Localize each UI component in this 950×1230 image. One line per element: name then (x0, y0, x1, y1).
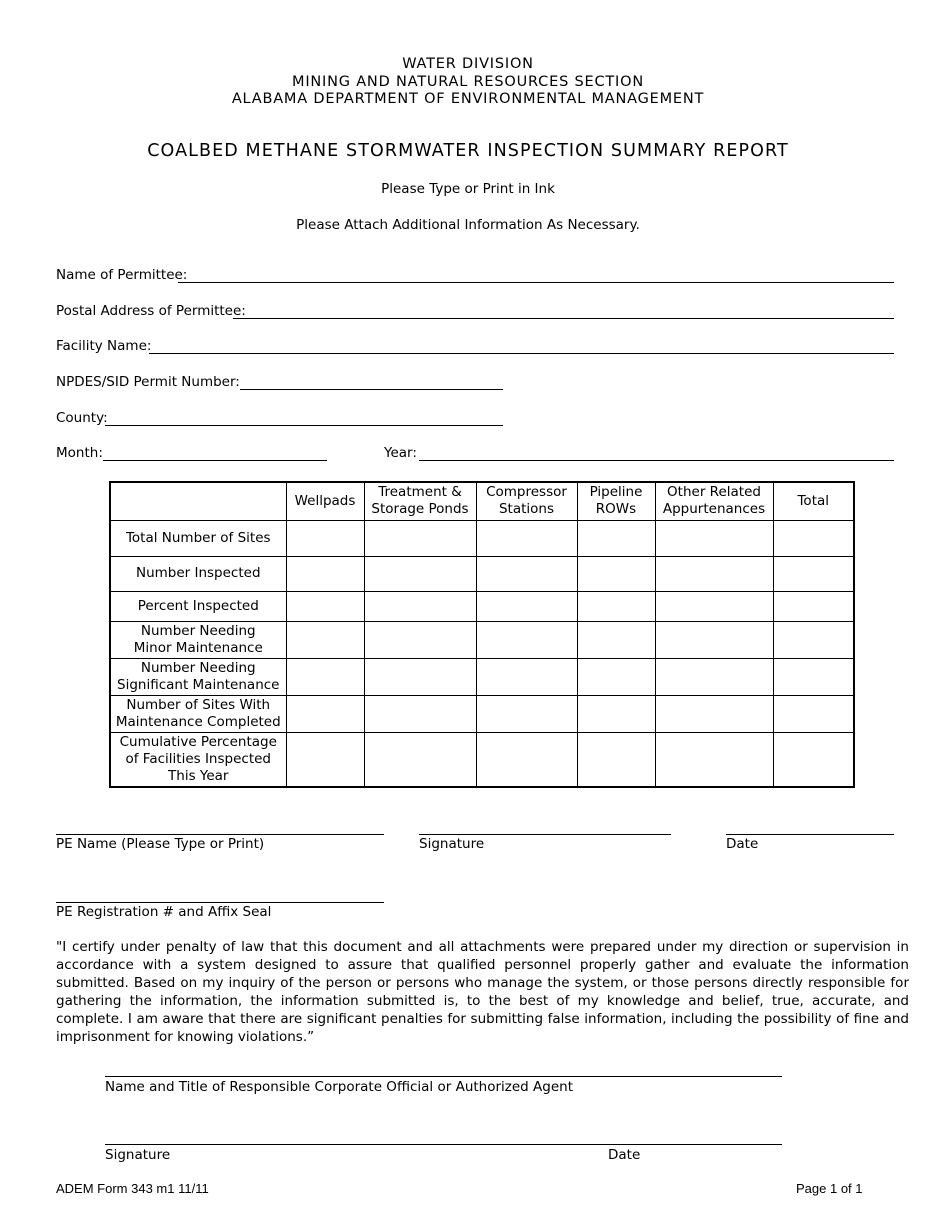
column-header (773, 482, 854, 520)
table-cell[interactable] (773, 621, 854, 658)
table-cell[interactable] (286, 520, 364, 556)
column-header-text: Other Related (667, 484, 761, 501)
row-label-text: Total Number of Sites (125, 529, 271, 546)
pe-signature-label: Signature (419, 836, 485, 852)
table-cell[interactable] (655, 520, 773, 556)
inspection-summary-table (109, 481, 855, 788)
table-cell[interactable] (476, 695, 577, 732)
column-header-text: Storage Ponds (371, 501, 469, 518)
row-label-text: Maintenance Completed (115, 713, 281, 730)
column-header (577, 482, 655, 520)
year-label: Year: (384, 445, 417, 461)
row-label (110, 591, 286, 621)
table-cell[interactable] (655, 695, 773, 732)
pe-date-line[interactable] (726, 834, 894, 835)
column-header-text: Stations (498, 501, 555, 518)
pe-name-label: PE Name (Please Type or Print) (56, 836, 265, 852)
column-header (655, 482, 773, 520)
table-cell[interactable] (773, 658, 854, 695)
table-cell[interactable] (773, 520, 854, 556)
table-cell[interactable] (364, 695, 476, 732)
permittee-name-label: Name of Permittee: (56, 267, 188, 283)
table-row (110, 732, 854, 787)
table-cell[interactable] (364, 732, 476, 787)
row-label (110, 732, 286, 787)
column-header (364, 482, 476, 520)
row-label-text: Number Inspected (135, 565, 261, 581)
table-row (110, 658, 854, 695)
official-signature-line[interactable] (105, 1144, 782, 1145)
table-row (110, 591, 854, 621)
table-row (110, 695, 854, 732)
table-cell[interactable] (577, 658, 655, 695)
table-cell[interactable] (476, 732, 577, 787)
county-field[interactable] (105, 425, 503, 426)
row-label (110, 658, 286, 695)
certification-statement: "I certify under penalty of law that this document and all attachments were prepared under my direction or supervision in accordance with a system designed to assure that qualified personnel properly gather and evaluate the information submitted. Based on my inquiry of the person or persons who manage the system, or those persons directly responsible for gathering the information, the information submitted is, to the best of my knowledge and belief, true, accurate, and complete. I am aware that there are significant penalties for submitting false information, including the possibility of fine and imprisonment for knowing violations.” (56, 939, 909, 1045)
form-id: ADEM Form 343 m1 11/11 (56, 1181, 209, 1196)
row-label (110, 556, 286, 591)
month-field[interactable] (103, 460, 327, 461)
postal-address-field[interactable] (233, 318, 894, 319)
column-header-text: Total (797, 492, 830, 509)
division-heading: WATER DIVISION (402, 56, 534, 72)
row-label-text: Cumulative Percentage (119, 733, 277, 750)
table-cell[interactable] (286, 658, 364, 695)
table-row (110, 520, 854, 556)
table-cell[interactable] (577, 520, 655, 556)
table-cell[interactable] (286, 621, 364, 658)
pe-name-line[interactable] (56, 834, 384, 835)
column-header (476, 482, 577, 520)
row-label-text: Minor Maintenance (133, 639, 263, 656)
column-header-text: ROWs (595, 501, 637, 518)
pe-registration-line[interactable] (56, 902, 384, 903)
year-field[interactable] (419, 460, 894, 461)
table-cell[interactable] (577, 556, 655, 591)
table-cell[interactable] (655, 556, 773, 591)
table-cell[interactable] (364, 621, 476, 658)
table-row (110, 621, 854, 658)
pe-signature-line[interactable] (419, 834, 671, 835)
table-cell[interactable] (286, 556, 364, 591)
row-label-text: of Facilities Inspected (125, 750, 271, 767)
facility-name-field[interactable] (149, 353, 894, 354)
type-or-print-instruction: Please Type or Print in Ink (381, 181, 555, 197)
table-cell[interactable] (364, 520, 476, 556)
table-cell[interactable] (476, 658, 577, 695)
table-cell[interactable] (364, 556, 476, 591)
row-label-text: This Year (168, 767, 229, 784)
table-cell[interactable] (577, 621, 655, 658)
row-label (110, 621, 286, 658)
row-label (110, 520, 286, 556)
table-cell[interactable] (286, 732, 364, 787)
table-header-row (110, 482, 854, 520)
table-cell[interactable] (773, 556, 854, 591)
permit-number-label: NPDES/SID Permit Number: (56, 374, 240, 390)
pe-date-label: Date (726, 836, 759, 852)
official-name-line[interactable] (105, 1076, 782, 1077)
row-label (110, 695, 286, 732)
row-label-text: Number Needing (140, 622, 256, 639)
department-heading: ALABAMA DEPARTMENT OF ENVIRONMENTAL MANAGEMENT (231, 91, 705, 107)
month-label: Month: (56, 445, 103, 461)
table-cell[interactable] (476, 556, 577, 591)
row-label-header (110, 482, 286, 520)
column-header-text: Appurtenances (662, 501, 766, 518)
page-number: Page 1 of 1 (796, 1181, 863, 1196)
table-cell[interactable] (286, 591, 364, 621)
table-cell[interactable] (286, 695, 364, 732)
table-cell[interactable] (364, 658, 476, 695)
official-name-label: Name and Title of Responsible Corporate Official or Authorized Agent (105, 1079, 573, 1095)
table-cell[interactable] (773, 732, 854, 787)
column-header-text: Treatment & (378, 484, 462, 501)
permit-number-field[interactable] (240, 389, 503, 390)
section-heading: MINING AND NATURAL RESOURCES SECTION (292, 74, 644, 90)
table-cell[interactable] (655, 658, 773, 695)
report-title: COALBED METHANE STORMWATER INSPECTION SUMMARY REPORT (147, 141, 789, 161)
table-cell[interactable] (577, 695, 655, 732)
row-label-text: Number Needing (140, 659, 256, 676)
table-cell[interactable] (773, 591, 854, 621)
row-label-text: Significant Maintenance (117, 676, 280, 693)
row-label-text: Percent Inspected (137, 597, 259, 614)
column-header (286, 482, 364, 520)
column-header-text: Pipeline (589, 484, 643, 501)
table-cell[interactable] (577, 732, 655, 787)
pe-registration-label: PE Registration # and Affix Seal (56, 904, 272, 920)
county-label: County: (56, 410, 108, 426)
postal-address-label: Postal Address of Permittee: (56, 303, 246, 319)
column-header-text: Wellpads (294, 492, 356, 509)
attach-instruction: Please Attach Additional Information As Necessary. (296, 217, 640, 233)
table-cell[interactable] (655, 732, 773, 787)
column-header-text: Compressor (486, 484, 567, 501)
table-cell[interactable] (476, 520, 577, 556)
permittee-name-field[interactable] (178, 282, 894, 283)
table-cell[interactable] (364, 591, 476, 621)
row-label-text: Number of Sites With (126, 696, 271, 713)
table-cell[interactable] (577, 591, 655, 621)
official-signature-label: Signature (105, 1147, 171, 1163)
table-cell[interactable] (476, 591, 577, 621)
table-row (110, 556, 854, 591)
official-date-label: Date (608, 1147, 641, 1163)
table-cell[interactable] (773, 695, 854, 732)
table-cell[interactable] (476, 621, 577, 658)
facility-name-label: Facility Name: (56, 338, 152, 354)
table-cell[interactable] (655, 591, 773, 621)
table-cell[interactable] (655, 621, 773, 658)
